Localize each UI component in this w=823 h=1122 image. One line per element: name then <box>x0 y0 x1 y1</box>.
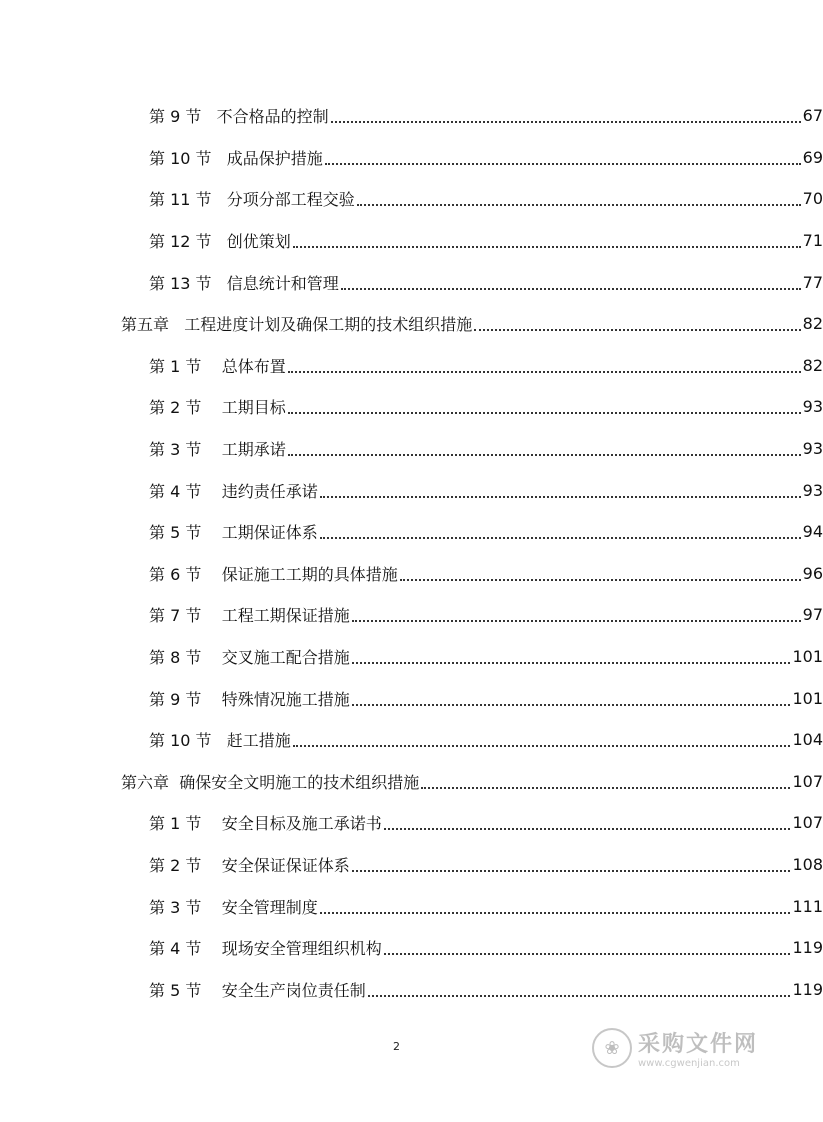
toc-entry-page: 82 <box>802 314 823 334</box>
dot-leader <box>384 827 791 830</box>
toc-entry-page: 67 <box>802 106 823 126</box>
dot-leader <box>352 869 791 872</box>
toc-entry-page: 69 <box>802 147 823 167</box>
page-number: 2 <box>393 1040 400 1053</box>
toc-entry-number: 第 3 节 <box>149 440 222 460</box>
toc-entry-number: 第 12 节 <box>149 232 227 252</box>
toc-section-entry[interactable] <box>0 677 823 719</box>
toc-entry-title: 保证施工工期的具体措施 <box>221 564 398 584</box>
toc-entry-title: 赶工措施 <box>226 731 291 751</box>
toc-section-entry[interactable] <box>0 178 823 220</box>
toc-entry-number: 第 13 节 <box>149 273 227 293</box>
watermark <box>592 1027 758 1069</box>
toc-entry-number: 第六章 <box>121 772 180 792</box>
dot-leader <box>320 495 801 498</box>
toc-entry-number: 第 4 节 <box>149 481 222 501</box>
toc-entry-title: 分项分部工程交验 <box>226 190 355 210</box>
toc-entry-number: 第 2 节 <box>149 398 222 418</box>
toc-section-entry[interactable] <box>0 844 823 886</box>
dot-leader <box>352 661 791 664</box>
dot-leader <box>320 911 791 914</box>
toc-entry-title: 违约责任承诺 <box>221 481 318 501</box>
toc-entry-title: 成品保护措施 <box>226 148 323 168</box>
dot-leader <box>384 952 791 955</box>
toc-entry-title: 工期承诺 <box>221 440 286 460</box>
dot-leader <box>293 245 801 248</box>
toc-entry-page: 119 <box>792 938 823 958</box>
toc-entry-number: 第 8 节 <box>149 648 222 668</box>
toc-entry-page: 96 <box>802 563 823 583</box>
toc-section-entry[interactable] <box>0 927 823 969</box>
toc-entry-page: 111 <box>792 896 823 916</box>
dot-leader <box>352 619 801 622</box>
toc-section-entry[interactable] <box>0 386 823 428</box>
watermark-name: 采购文件网 <box>638 1032 759 1057</box>
toc-entry-page: 107 <box>792 771 823 791</box>
dot-leader <box>400 578 801 581</box>
toc-entry-title: 交叉施工配合措施 <box>221 648 350 668</box>
toc-entry-number: 第 9 节 <box>149 689 222 709</box>
dot-leader <box>288 453 801 456</box>
toc-entry-page: 97 <box>802 605 823 625</box>
toc-section-entry[interactable] <box>0 95 823 137</box>
toc-entry-page: 107 <box>792 813 823 833</box>
toc-entry-page: 119 <box>792 979 823 999</box>
toc-entry-title: 不合格品的控制 <box>216 107 329 127</box>
dot-leader <box>288 370 801 373</box>
dot-leader <box>357 203 801 206</box>
toc-entry-number: 第 10 节 <box>149 148 227 168</box>
dot-leader <box>421 786 790 789</box>
toc-section-entry[interactable] <box>0 137 823 179</box>
toc-section-entry[interactable] <box>0 636 823 678</box>
toc-entry-title: 安全目标及施工承诺书 <box>221 814 382 834</box>
toc-section-entry[interactable] <box>0 345 823 387</box>
toc-chapter-entry[interactable] <box>0 303 823 345</box>
toc-chapter-entry[interactable] <box>0 761 823 803</box>
toc-entry-page: 101 <box>792 688 823 708</box>
toc-entry-page: 108 <box>792 854 823 874</box>
toc-entry-page: 94 <box>802 522 823 542</box>
toc-entry-page: 93 <box>802 480 823 500</box>
dot-leader <box>368 994 791 997</box>
toc-entry-page: 104 <box>792 730 823 750</box>
toc-entry-title: 安全生产岗位责任制 <box>221 980 366 1000</box>
toc-section-entry[interactable] <box>0 428 823 470</box>
toc-section-entry[interactable] <box>0 511 823 553</box>
dot-leader <box>341 287 801 290</box>
toc-entry-number: 第 5 节 <box>149 980 222 1000</box>
toc-entry-number: 第 3 节 <box>149 897 222 917</box>
dot-leader <box>331 120 801 123</box>
toc-entry-title: 工期保证体系 <box>221 523 318 543</box>
toc-section-entry[interactable] <box>0 469 823 511</box>
dot-leader <box>352 703 791 706</box>
toc-entry-title: 工程进度计划及确保工期的技术组织措施 <box>184 315 473 335</box>
toc-entry-number: 第 4 节 <box>149 939 222 959</box>
toc-entry-number: 第 2 节 <box>149 855 222 875</box>
dot-leader <box>320 536 801 539</box>
toc-section-entry[interactable] <box>0 261 823 303</box>
toc-entry-title: 确保安全文明施工的技术组织措施 <box>179 772 420 792</box>
toc-entry-number: 第 7 节 <box>149 606 222 626</box>
toc-entry-number: 第 1 节 <box>149 356 222 376</box>
dot-leader <box>293 744 791 747</box>
toc-entry-page: 71 <box>802 231 823 251</box>
toc-entry-number: 第 6 节 <box>149 564 222 584</box>
toc-section-entry[interactable] <box>0 553 823 595</box>
toc-entry-title: 工期目标 <box>221 398 286 418</box>
dot-leader <box>288 411 801 414</box>
toc-entry-page: 101 <box>792 647 823 667</box>
toc-section-entry[interactable] <box>0 220 823 262</box>
toc-section-entry[interactable] <box>0 968 823 1010</box>
toc-entry-page: 93 <box>802 397 823 417</box>
toc-entry-number: 第 11 节 <box>149 190 227 210</box>
toc-entry-number: 第 9 节 <box>149 107 217 127</box>
toc-entry-page: 93 <box>802 439 823 459</box>
dot-leader <box>474 328 800 331</box>
toc-entry-page: 82 <box>802 355 823 375</box>
table-of-contents <box>0 95 823 1010</box>
toc-section-entry[interactable] <box>0 885 823 927</box>
logo-icon: ❀ <box>592 1028 632 1068</box>
toc-entry-page: 70 <box>802 189 823 209</box>
watermark-url: www.cgwenjian.com <box>638 1058 740 1069</box>
toc-section-entry[interactable] <box>0 802 823 844</box>
toc-entry-title: 特殊情况施工措施 <box>221 689 350 709</box>
toc-entry-title: 信息统计和管理 <box>226 273 339 293</box>
toc-entry-title: 工程工期保证措施 <box>221 606 350 626</box>
toc-entry-number: 第 10 节 <box>149 731 227 751</box>
toc-entry-number: 第 1 节 <box>149 814 222 834</box>
toc-entry-title: 安全管理制度 <box>221 897 318 917</box>
dot-leader <box>325 162 801 165</box>
toc-section-entry[interactable] <box>0 594 823 636</box>
toc-section-entry[interactable] <box>0 719 823 761</box>
toc-entry-page: 77 <box>802 272 823 292</box>
toc-entry-number: 第 5 节 <box>149 523 222 543</box>
toc-entry-title: 总体布置 <box>221 356 286 376</box>
toc-entry-title: 现场安全管理组织机构 <box>221 939 382 959</box>
toc-entry-title: 安全保证保证体系 <box>221 855 350 875</box>
toc-entry-number: 第五章 <box>121 315 185 335</box>
toc-entry-title: 创优策划 <box>226 232 291 252</box>
